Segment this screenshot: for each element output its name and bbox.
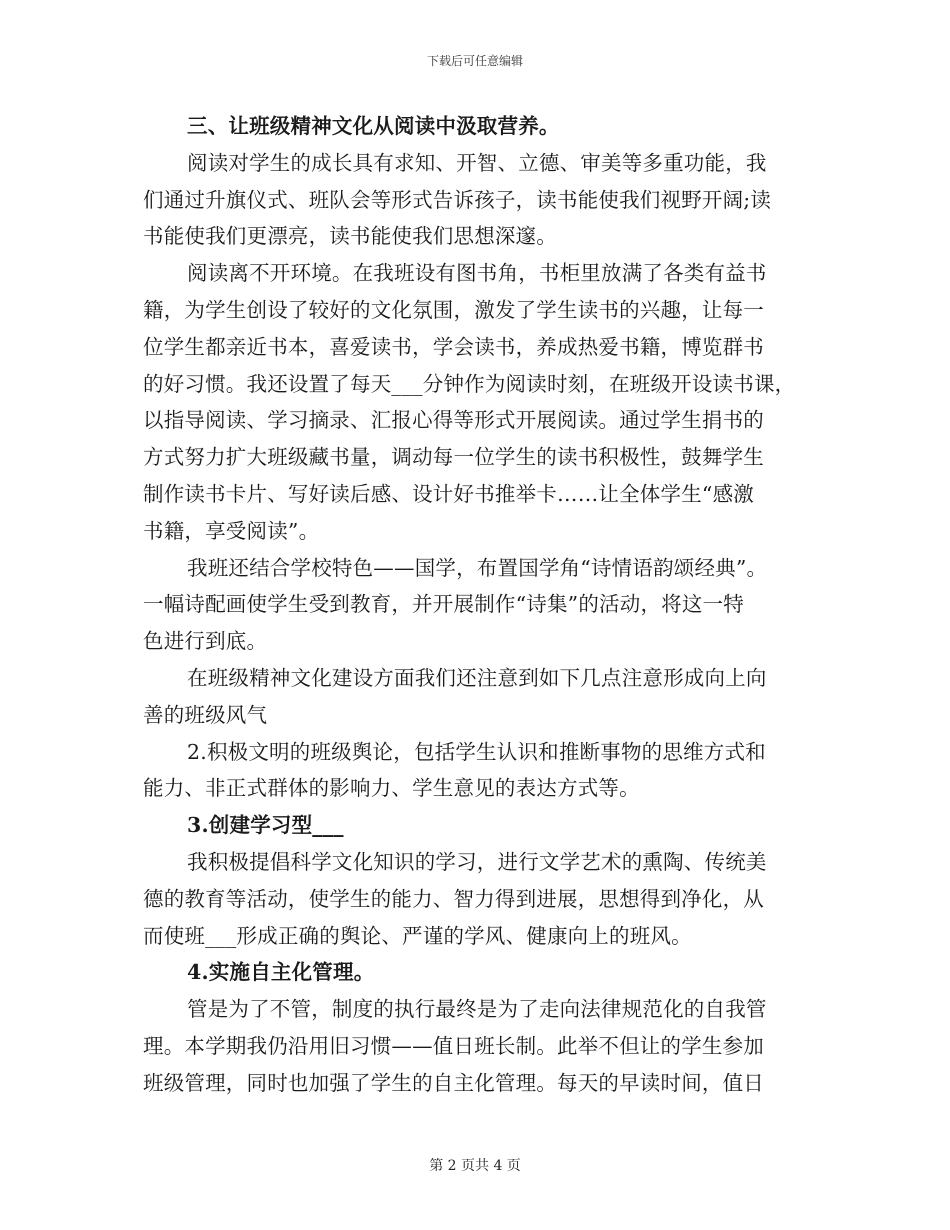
page-header: 下载后可任意编辑 [426, 54, 523, 68]
paragraph-line: 方式努力扩大班级藏书量，调动每一位学生的读书积极性，鼓舞学生 [143, 445, 764, 470]
paragraph-line: 制作读书卡片、写好读后感、设计好书推举卡……让全体学生“感激 [143, 481, 754, 506]
paragraph-line: 德的教育等活动，使学生的能力、智力得到进展，思想得到净化，从 [143, 886, 764, 911]
paragraph-line: 我积极提倡科学文化知识的学习，进行文学艺术的熏陶、传统美 [187, 849, 767, 874]
paragraph-line: 位学生都亲近书本，喜爱读书，学会读书，养成热爱书籍，博览群书 [143, 334, 764, 359]
paragraph-line: 而使班___形成正确的舆论、严谨的学风、健康向上的班风。 [143, 923, 692, 948]
paragraph-line: 的好习惯。我还设置了每天___分钟作为阅读时刻，在班级开设读书课， [143, 371, 796, 396]
section-heading-management: 4.实施自主化管理。 [187, 960, 375, 985]
paragraph-line: 在班级精神文化建设方面我们还注意到如下几点注意形成向上向 [187, 665, 767, 690]
paragraph-line: 书能使我们更漂亮，读书能使我们思想深邃。 [143, 224, 557, 249]
paragraph-line: 一幅诗配画使学生受到教育，并开展制作“诗集”的活动，将这一特 [143, 592, 744, 617]
section-heading-reading: 三、让班级精神文化从阅读中汲取营养。 [187, 114, 560, 138]
paragraph-line: 班级管理，同时也加强了学生的自主化管理。每天的早读时间，值日 [143, 1070, 764, 1095]
paragraph-line: 管是为了不管，制度的执行最终是为了走向法律规范化的自我管 [187, 997, 767, 1022]
paragraph-line: 以指导阅读、学习摘录、汇报心得等形式开展阅读。通过学生捐书的 [143, 408, 764, 433]
paragraph-line: 色进行到底。 [143, 629, 268, 654]
page-footer: 第 2 页共 4 页 [429, 1158, 521, 1174]
paragraph-line: 阅读对学生的成长具有求知、开智、立德、审美等多重功能，我 [187, 150, 767, 175]
paragraph-line: 理。本学期我仍沿用旧习惯——值日班长制。此举不但让的学生参加 [143, 1033, 764, 1058]
paragraph-line: 籍，为学生创设了较好的文化氛围，激发了学生读书的兴趣，让每一 [143, 297, 764, 322]
paragraph-line: 能力、非正式群体的影响力、学生意见的表达方式等。 [143, 776, 640, 801]
paragraph-line: 书籍，享受阅读”。 [143, 518, 320, 543]
section-heading-study: 3.创建学习型___ [187, 813, 344, 838]
paragraph-line: 阅读离不开环境。在我班设有图书角，书柜里放满了各类有益书 [187, 261, 767, 286]
paragraph-line: 们通过升旗仪式、班队会等形式告诉孩子，读书能使我们视野开阔;读 [143, 187, 772, 212]
document-body [143, 108, 803, 1102]
paragraph-line: 善的班级风气 [143, 702, 268, 727]
paragraph-line: 我班还结合学校特色——国学，布置国学角“诗情语韵颂经典”。 [187, 555, 768, 580]
paragraph-line: 2.积极文明的班级舆论，包括学生认识和推断事物的思维方式和 [187, 739, 766, 764]
